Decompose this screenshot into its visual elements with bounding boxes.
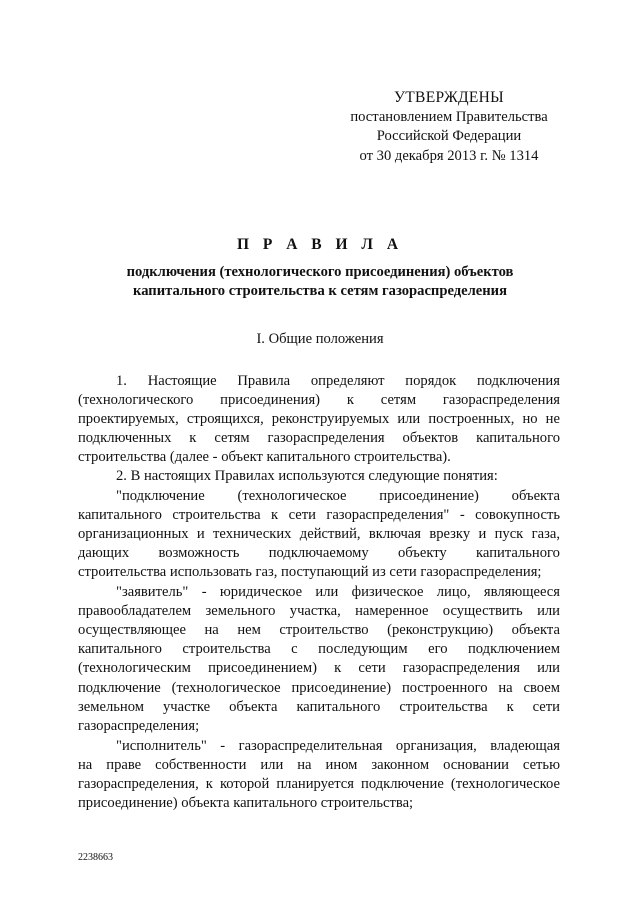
approval-block	[326, 88, 572, 166]
text-line: (технологического присоединения) к сетям газораспределения	[78, 392, 560, 408]
text-line: подключение (технологическое присоединение) построенного на своем	[78, 680, 560, 696]
approval-heading: УТВЕРЖДЕНЫ	[394, 89, 504, 106]
text-line: 2. В настоящих Правилах используются следующие понятия:	[116, 468, 498, 484]
text-line: на праве собственности или на ином законном основании сетью	[78, 757, 560, 773]
subtitle-line: подключения (технологического присоединения) объектов	[126, 264, 514, 280]
document-subtitle	[100, 263, 540, 301]
text-line: проектируемых, строящихся, реконструируемых или построенных, но не	[78, 411, 560, 427]
text-line: организационных и технических действий, включая врезку и пуск газа,	[78, 526, 560, 542]
text-line: газораспределения;	[78, 718, 200, 734]
subtitle-line: капитального строительства к сетям газораспределения	[133, 283, 507, 299]
text-line: капитального строительства с последующим его подключением	[78, 641, 560, 657]
text-line: "заявитель" - юридическое или физическое лицо, являющееся	[116, 584, 560, 600]
text-line: строительства (далее - объект капитального строительства).	[78, 449, 451, 465]
text-line: земельном участке объекта капитального строительства к сети	[78, 699, 560, 715]
approval-line: постановлением Правительства	[350, 108, 548, 125]
text-line: капитального строительства к сети газораспределения" - совокупность	[78, 507, 560, 523]
section-heading: I. Общие положения	[256, 331, 384, 347]
text-line: присоединение) объекта капитального строительства;	[78, 795, 414, 811]
approval-line: от 30 декабря 2013 г. № 1314	[359, 147, 539, 164]
text-line: "подключение (технологическое присоединение) объекта	[116, 488, 560, 504]
text-line: газораспределения, к которой планируется подключение (технологическое	[78, 776, 560, 792]
text-line: (технологическим присоединением) к сети газораспределения или	[78, 660, 560, 676]
text-line: осуществляющее на нем строительство (реконструкцию) объекта	[78, 622, 560, 638]
text-line: 1. Настоящие Правила определяют порядок подключения	[116, 373, 560, 389]
approval-line: Российской Федерации	[376, 128, 522, 144]
text-line: правообладателем земельного участка, намеренное осуществить или	[78, 603, 560, 619]
text-line: строительства использовать газ, поступающий из сети газораспределения;	[78, 564, 542, 580]
document-title: П Р А В И Л А	[236, 236, 404, 253]
text-line: "исполнитель" - газораспределительная организация, владеющая	[116, 738, 560, 754]
footer-code: 2238663	[78, 852, 113, 863]
text-line: дающих возможность подключаемому объекту капитального	[78, 545, 560, 561]
text-line: подключенных к сетям газораспределения объектов капитального	[78, 430, 560, 446]
